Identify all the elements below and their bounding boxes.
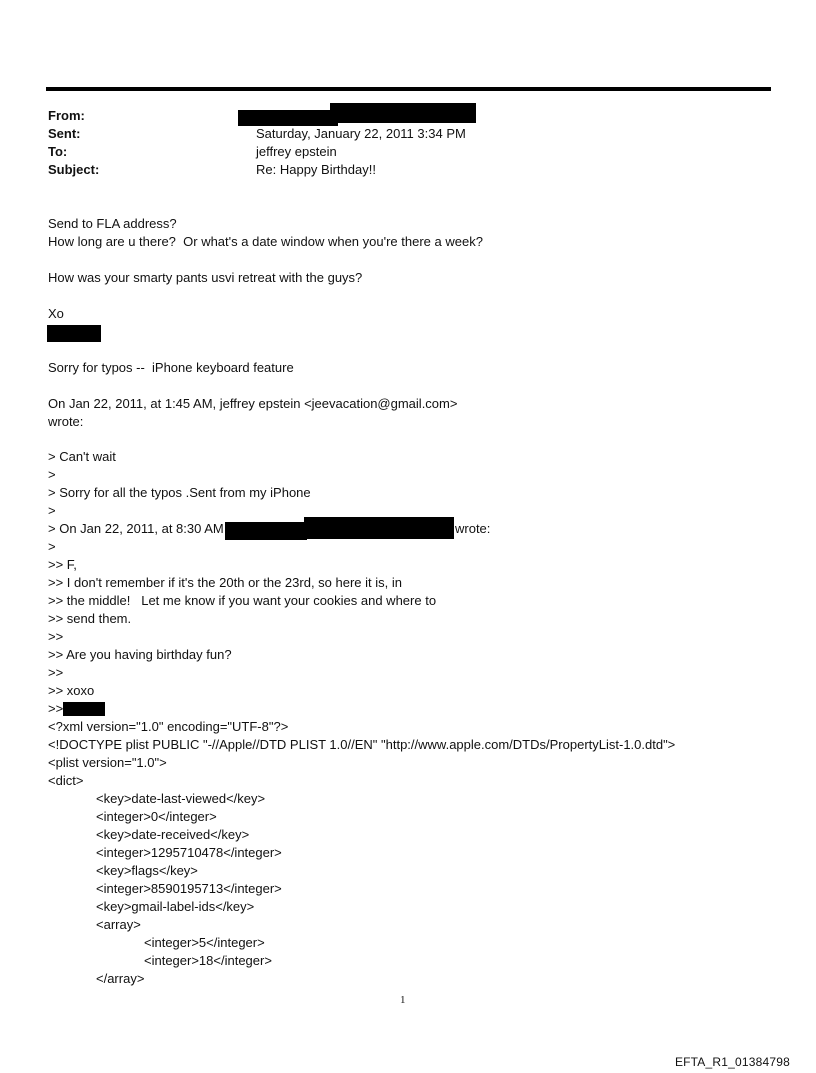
xml-line: <integer>8590195713</integer> [96,881,282,896]
quote-line: >> the middle! Let me know if you want your cookies and where to [48,593,437,608]
page-number: 1 [400,994,406,1006]
quote-line: >> [48,629,64,644]
quote-line: >> [48,701,64,716]
redaction-sender-1 [225,522,307,540]
body-line: wrote: [48,414,84,429]
body-line: How long are u there? Or what's a date window when you're there a week? [48,234,483,249]
subject-label: Subject: [48,162,100,177]
redaction-from-2 [330,103,476,123]
xml-line: </array> [96,971,145,986]
quote-line: >> Are you having birthday fun? [48,647,232,662]
xml-line: <key>gmail-label-ids</key> [96,899,255,914]
redaction-signature [47,325,101,342]
to-label: To: [48,144,68,159]
body-line: Send to FLA address? [48,216,177,231]
quote-line: >> send them. [48,611,132,626]
quote-line: >> [48,665,64,680]
quote-line: >> xoxo [48,683,95,698]
xml-line: <integer>5</integer> [144,935,265,950]
xml-line: <integer>1295710478</integer> [96,845,282,860]
document-id: EFTA_R1_01384798 [674,1055,790,1069]
body-line: On Jan 22, 2011, at 1:45 AM, jeffrey epstein <jeevacation@gmail.com> [48,396,458,411]
quote-line: > [48,503,56,518]
sent-label: Sent: [48,126,81,141]
quote-line: >> I don't remember if it's the 20th or the 23rd, so here it is, in [48,575,402,590]
header-rule [46,87,771,91]
to-value: jeffrey epstein [256,144,337,159]
redaction-sender-2 [304,517,454,539]
quote-line: > Can't wait [48,449,116,464]
quote-line: > [48,467,56,482]
quote-line: > Sorry for all the typos .Sent from my iPhone [48,485,311,500]
body-line: Sorry for typos -- iPhone keyboard feature [48,360,294,375]
quote-line: > [48,539,56,554]
quote-line: > On Jan 22, 2011, at 8:30 AM [48,521,224,536]
xml-line: <integer>18</integer> [144,953,272,968]
xml-line: <array> [96,917,141,932]
quote-line: wrote: [455,521,491,536]
body-line: How was your smarty pants usvi retreat with the guys? [48,270,363,285]
xml-line: <plist version="1.0"> [48,755,167,770]
xml-line: <key>flags</key> [96,863,198,878]
xml-line: <!DOCTYPE plist PUBLIC "-//Apple//DTD PLIST 1.0//EN" "http://www.apple.com/DTDs/PropertyList-1.0.dtd"> [48,737,676,752]
sent-value: Saturday, January 22, 2011 3:34 PM [256,126,466,141]
xml-line: <integer>0</integer> [96,809,217,824]
subject-value: Re: Happy Birthday!! [256,162,376,177]
xml-line: <key>date-received</key> [96,827,250,842]
from-label: From: [48,108,85,123]
xml-line: <dict> [48,773,84,788]
redaction-from-1 [238,110,338,126]
xml-line: <?xml version="1.0" encoding="UTF-8"?> [48,719,289,734]
body-line: Xo [48,306,64,321]
quote-line: >> F, [48,557,77,572]
redaction-quote-signature [63,702,105,716]
xml-line: <key>date-last-viewed</key> [96,791,266,806]
